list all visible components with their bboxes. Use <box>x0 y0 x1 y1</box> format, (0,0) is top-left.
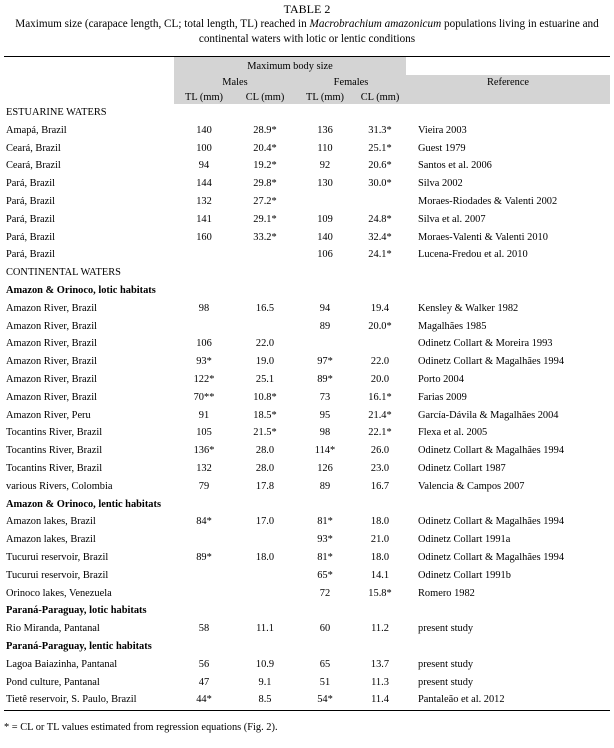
table-row <box>4 567 610 585</box>
cell-male-cl: 17.8 <box>255 480 275 492</box>
cell-location: Amapá, Brazil <box>6 124 67 136</box>
cell-male-cl: 8.5 <box>258 694 272 706</box>
cell-female-cl: 24.8* <box>368 213 392 225</box>
cell-reference: Romero 1982 <box>418 587 475 599</box>
subsection-label: Amazon & Orinoco, lotic habitats <box>6 284 156 296</box>
cell-female-tl: 89 <box>319 320 331 332</box>
table-row <box>4 407 610 425</box>
cell-male-cl: 9.1 <box>258 676 272 688</box>
cell-reference: Odinetz Collart & Magalhães 1994 <box>418 445 565 457</box>
table-body <box>4 104 610 709</box>
cell-male-tl: 140 <box>196 124 212 136</box>
cell-location: various Rivers, Colombia <box>6 480 113 492</box>
cell-female-cl: 11.4 <box>371 694 389 706</box>
cell-female-cl: 20.0* <box>368 320 392 332</box>
cell-female-tl: 73 <box>319 391 331 403</box>
cell-reference: present study <box>418 623 474 635</box>
table-footnote: * = CL or TL values estimated from regression equations (Fig. 2). <box>4 722 278 734</box>
cell-reference: present study <box>418 658 474 670</box>
cell-location: Amazon River, Brazil <box>6 391 98 403</box>
cell-male-tl <box>174 567 234 585</box>
cell-male-cl: 25.1 <box>255 373 275 385</box>
data-table <box>4 57 610 709</box>
table-row <box>4 620 610 638</box>
cell-female-cl: 22.1* <box>368 427 392 439</box>
cell-reference: Farias 2009 <box>418 391 467 403</box>
cell-reference: Valencia & Campos 2007 <box>418 480 525 492</box>
table-row <box>4 246 610 264</box>
table-row <box>4 335 610 353</box>
cell-male-cl: 29.8* <box>253 178 277 190</box>
cell-male-tl: 141 <box>196 213 212 225</box>
cell-male-cl: 28.0 <box>255 462 275 474</box>
cell-reference: Pantaleão et al. 2012 <box>418 694 505 706</box>
header-reference: Reference <box>406 75 610 90</box>
cell-male-tl: 70** <box>193 391 215 403</box>
cell-reference: Silva et al. 2007 <box>418 213 486 225</box>
table-row <box>4 175 610 193</box>
table-row <box>4 229 610 247</box>
cell-reference: Odinetz Collart 1991b <box>418 569 511 581</box>
cell-female-tl: 72 <box>319 587 331 599</box>
cell-male-tl <box>174 531 234 549</box>
cell-reference: Odinetz Collart & Magalhães 1994 <box>418 516 565 528</box>
table-row <box>4 193 610 211</box>
cell-location: Pará, Brazil <box>6 195 56 207</box>
cell-female-cl: 31.3* <box>368 124 392 136</box>
cell-male-cl: 27.2* <box>253 195 277 207</box>
cell-male-tl: 89* <box>196 551 212 563</box>
cell-male-cl: 20.4* <box>253 142 277 154</box>
cell-female-tl: 130 <box>317 178 333 190</box>
cell-location: Amazon River, Brazil <box>6 356 98 368</box>
cell-reference: Odinetz Collart & Moreira 1993 <box>418 338 553 350</box>
caption-before: Maximum size (carapace length, CL; total length, TL) reached in <box>15 18 310 30</box>
cell-male-tl: 100 <box>196 142 212 154</box>
cell-male-tl: 106 <box>196 338 212 350</box>
cell-male-tl: 58 <box>198 623 210 635</box>
cell-location: Tietê reservoir, S. Paulo, Brazil <box>6 694 137 706</box>
cell-female-tl: 126 <box>317 462 333 474</box>
subsection-row <box>4 638 610 656</box>
cell-male-cl <box>234 567 296 585</box>
cell-female-cl: 11.2 <box>371 623 389 635</box>
cell-male-cl <box>234 318 296 336</box>
cell-location: Amazon River, Brazil <box>6 320 98 332</box>
table-row <box>4 442 610 460</box>
cell-location: Ceará, Brazil <box>6 142 61 154</box>
cell-female-tl: 106 <box>317 249 333 261</box>
cell-male-cl <box>234 246 296 264</box>
cell-female-cl <box>354 335 406 353</box>
cell-reference: Odinetz Collart 1987 <box>418 462 506 474</box>
cell-male-cl: 22.0 <box>255 338 275 350</box>
table-row <box>4 211 610 229</box>
cell-male-cl: 16.5 <box>255 302 275 314</box>
cell-female-cl: 13.7 <box>370 658 390 670</box>
cell-female-tl: 81* <box>317 551 333 563</box>
cell-male-cl: 19.2* <box>253 160 277 172</box>
cell-male-tl: 105 <box>196 427 212 439</box>
header-female-tl: TL (mm) <box>296 90 354 104</box>
cell-female-cl: 21.4* <box>368 409 392 421</box>
subsection-row <box>4 496 610 514</box>
table-row <box>4 300 610 318</box>
subsection-label: Paraná-Paraguay, lotic habitats <box>6 605 147 617</box>
cell-female-cl: 16.7 <box>370 480 390 492</box>
cell-female-cl: 32.4* <box>368 231 392 243</box>
cell-male-cl: 28.9* <box>253 124 277 136</box>
subsection-label: Amazon & Orinoco, lentic habitats <box>6 498 161 510</box>
cell-reference: Guest 1979 <box>418 142 466 154</box>
cell-female-cl: 21.0 <box>370 534 390 546</box>
cell-reference: Moraes-Riodades & Valenti 2002 <box>418 195 558 207</box>
cell-female-cl: 26.0 <box>370 445 390 457</box>
cell-female-tl: 97* <box>317 356 333 368</box>
cell-female-tl: 93* <box>317 534 333 546</box>
subsection-label: Paraná-Paraguay, lentic habitats <box>6 640 152 652</box>
header-females: Females <box>296 75 406 90</box>
cell-male-cl <box>234 585 296 603</box>
caption-species: Macrobrachium amazonicum <box>309 18 442 30</box>
cell-female-cl: 14.1 <box>370 569 390 581</box>
cell-reference: Flexa et al. 2005 <box>418 427 488 439</box>
cell-reference: Moraes-Valenti & Valenti 2010 <box>418 231 548 243</box>
cell-reference: Vieira 2003 <box>418 124 467 136</box>
cell-reference: present study <box>418 676 474 688</box>
cell-female-cl: 24.1* <box>368 249 392 261</box>
table-row <box>4 691 610 709</box>
cell-female-tl: 89 <box>319 480 331 492</box>
cell-male-cl: 11.1 <box>256 623 274 635</box>
table-caption <box>14 17 600 47</box>
header-male-tl: TL (mm) <box>174 90 234 104</box>
cell-male-tl <box>174 318 234 336</box>
cell-female-cl: 20.6* <box>368 160 392 172</box>
header-male-cl: CL (mm) <box>234 90 296 104</box>
table-row <box>4 353 610 371</box>
cell-reference: García-Dávila & Magalhães 2004 <box>418 409 559 421</box>
cell-female-cl <box>354 193 406 211</box>
cell-female-tl: 54* <box>317 694 333 706</box>
cell-location: Amazon lakes, Brazil <box>6 534 96 546</box>
caption-after: populations living in estuarine and continental waters with lotic or lentic conditions <box>198 18 599 45</box>
table-row <box>4 674 610 692</box>
table-row <box>4 424 610 442</box>
cell-female-cl: 20.0 <box>370 373 390 385</box>
cell-male-cl <box>234 531 296 549</box>
cell-reference: Odinetz Collart & Magalhães 1994 <box>418 551 565 563</box>
cell-male-cl: 10.9 <box>255 658 275 670</box>
cell-female-tl: 94 <box>319 302 331 314</box>
cell-male-tl: 93* <box>196 356 212 368</box>
cell-male-cl: 33.2* <box>253 231 277 243</box>
cell-location: Pará, Brazil <box>6 178 56 190</box>
section-label: ESTUARINE WATERS <box>6 107 107 118</box>
cell-male-tl: 132 <box>196 462 212 474</box>
cell-male-tl <box>174 585 234 603</box>
cell-female-tl: 110 <box>317 142 333 154</box>
cell-location: Pará, Brazil <box>6 249 56 261</box>
cell-male-tl: 160 <box>196 231 212 243</box>
subsection-row <box>4 602 610 620</box>
cell-reference: Odinetz Collart & Magalhães 1994 <box>418 356 565 368</box>
cell-location: Tocantins River, Brazil <box>6 427 103 439</box>
cell-female-cl: 30.0* <box>368 178 392 190</box>
cell-male-cl: 29.1* <box>253 213 277 225</box>
cell-location: Amazon River, Brazil <box>6 302 98 314</box>
table-row <box>4 585 610 603</box>
table-row <box>4 389 610 407</box>
cell-male-tl: 136* <box>193 445 215 457</box>
cell-location: Amazon River, Peru <box>6 409 91 421</box>
cell-location: Amazon lakes, Brazil <box>6 516 96 528</box>
cell-location: Pará, Brazil <box>6 213 56 225</box>
cell-male-cl: 18.0 <box>255 551 275 563</box>
cell-reference: Odinetz Collart 1991a <box>418 534 511 546</box>
cell-male-tl <box>174 246 234 264</box>
cell-female-tl: 98 <box>319 427 331 439</box>
cell-location: Rio Miranda, Pantanal <box>6 623 100 635</box>
table-title: TABLE 2 <box>283 2 331 16</box>
cell-female-tl <box>296 193 354 211</box>
cell-male-cl: 28.0 <box>255 445 275 457</box>
section-row <box>4 104 610 122</box>
section-label: CONTINENTAL WATERS <box>6 267 121 279</box>
section-row <box>4 264 610 282</box>
cell-location: Amazon River, Brazil <box>6 373 98 385</box>
cell-reference: Porto 2004 <box>418 373 464 385</box>
cell-male-cl: 19.0 <box>255 356 275 368</box>
cell-location: Amazon River, Brazil <box>6 338 98 350</box>
cell-female-cl: 16.1* <box>368 391 392 403</box>
cell-female-tl: 136 <box>317 124 333 136</box>
cell-female-cl: 25.1* <box>368 142 392 154</box>
cell-location: Tucurui reservoir, Brazil <box>6 569 109 581</box>
table-row <box>4 549 610 567</box>
cell-male-tl: 94 <box>198 160 210 172</box>
table-row <box>4 122 610 140</box>
cell-location: Tucurui reservoir, Brazil <box>6 551 109 563</box>
table-row <box>4 371 610 389</box>
cell-male-tl: 56 <box>198 658 210 670</box>
cell-male-tl: 122* <box>193 373 215 385</box>
cell-location: Pará, Brazil <box>6 231 56 243</box>
cell-female-tl: 89* <box>317 373 333 385</box>
header-female-cl: CL (mm) <box>354 90 406 104</box>
cell-female-tl: 81* <box>317 516 333 528</box>
cell-male-tl: 47 <box>198 676 210 688</box>
cell-female-tl: 109 <box>317 213 333 225</box>
cell-location: Pond culture, Pantanal <box>6 676 100 688</box>
cell-male-tl: 84* <box>196 516 212 528</box>
table-row <box>4 478 610 496</box>
cell-location: Orinoco lakes, Venezuela <box>6 587 112 599</box>
cell-male-cl: 18.5* <box>253 409 277 421</box>
cell-reference: Silva 2002 <box>418 178 463 190</box>
cell-female-tl: 60 <box>319 623 331 635</box>
cell-female-tl <box>296 335 354 353</box>
cell-male-tl: 44* <box>196 694 212 706</box>
header-row-units <box>4 90 610 104</box>
subsection-row <box>4 282 610 300</box>
cell-male-tl: 98 <box>198 302 210 314</box>
cell-female-tl: 51 <box>319 676 331 688</box>
header-males: Males <box>174 75 296 90</box>
cell-female-cl: 19.4 <box>370 302 390 314</box>
cell-female-cl: 18.0 <box>370 516 390 528</box>
cell-reference: Lucena-Fredou et al. 2010 <box>418 249 528 261</box>
cell-female-cl: 11.3 <box>371 676 389 688</box>
table-row <box>4 157 610 175</box>
header-max-body-size: Maximum body size <box>174 57 406 75</box>
cell-reference: Santos et al. 2006 <box>418 160 492 172</box>
table-row <box>4 656 610 674</box>
cell-male-cl: 17.0 <box>255 516 275 528</box>
cell-male-cl: 10.8* <box>253 391 277 403</box>
cell-reference: Kensley & Walker 1982 <box>418 302 519 314</box>
cell-female-cl: 18.0 <box>370 551 390 563</box>
cell-female-cl: 22.0 <box>370 356 390 368</box>
cell-female-cl: 15.8* <box>368 587 392 599</box>
cell-female-tl: 92 <box>319 160 331 172</box>
table-row <box>4 318 610 336</box>
cell-location: Tocantins River, Brazil <box>6 462 103 474</box>
cell-female-tl: 65* <box>317 569 333 581</box>
table-row <box>4 513 610 531</box>
cell-reference: Magalhães 1985 <box>418 320 487 332</box>
cell-location: Ceará, Brazil <box>6 160 61 172</box>
cell-female-cl: 23.0 <box>370 462 390 474</box>
cell-female-tl: 95 <box>319 409 331 421</box>
cell-male-tl: 144 <box>196 178 212 190</box>
table-row <box>4 140 610 158</box>
table-row <box>4 531 610 549</box>
table-row <box>4 460 610 478</box>
header-row-group <box>4 57 610 75</box>
header-row-sex <box>4 75 610 90</box>
cell-female-tl: 114* <box>314 445 336 457</box>
cell-male-tl: 79 <box>198 480 210 492</box>
cell-male-tl: 91 <box>198 409 210 421</box>
cell-male-tl: 132 <box>196 195 212 207</box>
cell-female-tl: 140 <box>317 231 333 243</box>
cell-female-tl: 65 <box>319 658 331 670</box>
cell-location: Lagoa Baiazinha, Pantanal <box>6 658 118 670</box>
cell-location: Tocantins River, Brazil <box>6 445 103 457</box>
cell-male-cl: 21.5* <box>253 427 277 439</box>
bottom-rule <box>4 710 610 711</box>
